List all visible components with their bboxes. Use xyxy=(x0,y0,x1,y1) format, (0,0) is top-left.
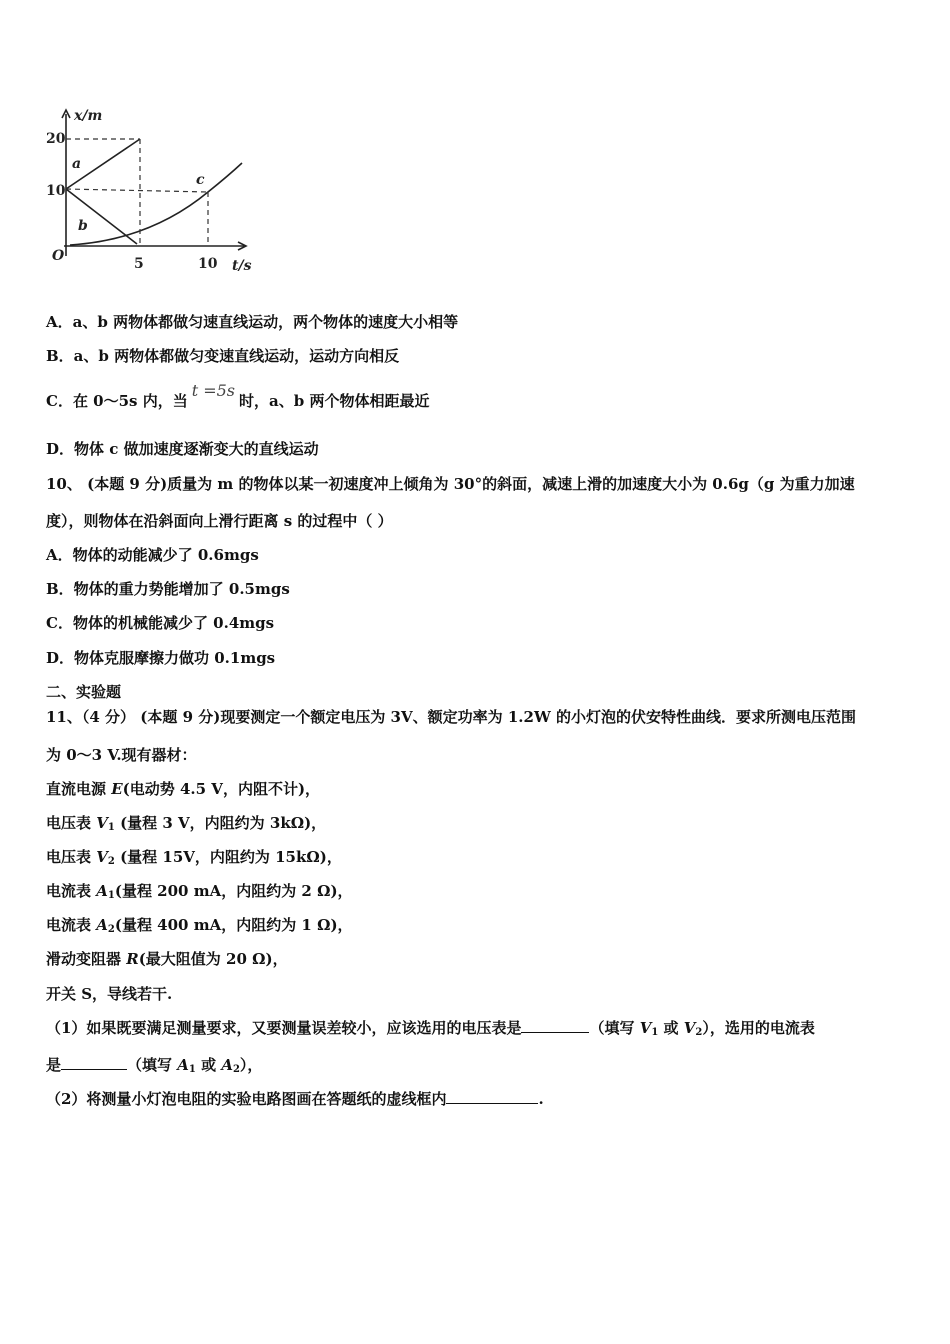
equip-label: 滑动变阻器 xyxy=(46,950,127,968)
equip-rheostat xyxy=(46,948,288,969)
x-tick-5: 5 xyxy=(134,256,144,272)
q9-option-d: D．物体 c 做加速度逐渐变大的直线运动 xyxy=(46,440,319,458)
symbol-a: A xyxy=(96,882,108,900)
equip-ammeter-a1 xyxy=(46,880,353,901)
part1-text: ），选用的电流表 xyxy=(702,1019,815,1037)
subscript: 2 xyxy=(232,1064,240,1075)
q10-stem-line1: 10、 (本题 9 分)质量为 m 的物体以某一初速度冲上倾角为 30°的斜面，减速上滑的加速度大小为 0.6g（g 为重力加速 xyxy=(46,475,855,493)
part1-text: （1）如果既要满足测量要求，又要测量误差较小，应该选用的电压表是 xyxy=(46,1019,522,1037)
part2-text: （2）将测量小灯泡电阻的实验电路图画在答题纸的虚线框内 xyxy=(46,1090,447,1108)
equip-spec: (电动势 4.5 V，内阻不计)， xyxy=(122,780,321,798)
equip-spec: (量程 3 V，内阻约为 3kΩ)， xyxy=(114,814,327,832)
part1-text: 或 xyxy=(658,1019,684,1037)
equip-voltmeter-v2 xyxy=(46,846,342,867)
equip-ammeter-a2 xyxy=(46,914,353,935)
equip-label: 直流电源 xyxy=(46,780,112,798)
part1-text: 或 xyxy=(195,1056,222,1074)
symbol-a: A xyxy=(221,1056,233,1074)
x-tick-10: 10 xyxy=(198,256,218,272)
answer-blank-ammeter[interactable] xyxy=(61,1057,127,1070)
q9-option-c xyxy=(46,381,430,411)
equip-label: 电压表 xyxy=(46,848,97,866)
equip-spec: (最大阻值为 20 Ω)， xyxy=(138,950,288,968)
subscript: 1 xyxy=(107,890,115,901)
label-c: c xyxy=(196,172,205,188)
q11-part1-line2 xyxy=(46,1054,262,1075)
subscript: 2 xyxy=(107,924,115,935)
x-axis-label: t/s xyxy=(232,258,252,274)
formula-t-5s: t =5s xyxy=(191,381,236,400)
label-a: a xyxy=(72,156,82,172)
subscript: 2 xyxy=(695,1027,703,1038)
q11-stem-line2: 为 0～3 V.现有器材： xyxy=(46,746,197,764)
symbol-a: A xyxy=(96,916,108,934)
equip-label: 电压表 xyxy=(46,814,97,832)
q11-part2 xyxy=(46,1088,544,1109)
symbol-e: E xyxy=(111,780,123,798)
symbol-a: A xyxy=(177,1056,189,1074)
origin-label: O xyxy=(52,248,65,264)
symbol-v: V xyxy=(639,1019,652,1037)
x-t-graph xyxy=(40,108,260,278)
q9-option-c-suffix: 时，a、b 两个物体相距最近 xyxy=(239,392,430,410)
equip-spec: (量程 15V，内阻约为 15kΩ)， xyxy=(114,848,342,866)
q10-option-b: B．物体的重力势能增加了 0.5mgs xyxy=(46,580,290,598)
subscript: 1 xyxy=(188,1064,196,1075)
equip-spec: (量程 400 mA，内阻约为 1 Ω)， xyxy=(114,916,353,934)
symbol-r: R xyxy=(126,950,139,968)
y-tick-20: 20 xyxy=(46,131,66,147)
section-heading: 二、实验题 xyxy=(46,683,122,701)
part1-text: ）， xyxy=(239,1056,263,1074)
dash-10 xyxy=(66,189,208,192)
equip-label: 电流表 xyxy=(46,882,97,900)
q10-option-a: A．物体的动能减少了 0.6mgs xyxy=(46,546,259,564)
equip-voltmeter-v1 xyxy=(46,812,326,833)
curve-c xyxy=(70,163,242,245)
equip-spec: (量程 200 mA，内阻约为 2 Ω)， xyxy=(114,882,353,900)
q9-option-c-prefix: C．在 0～5s 内，当 xyxy=(46,392,188,410)
equip-label: 电流表 xyxy=(46,916,97,934)
symbol-v: V xyxy=(683,1019,696,1037)
q10-stem-line2: 度），则物体在沿斜面向上滑行距离 s 的过程中（ ） xyxy=(46,512,393,530)
subscript: 1 xyxy=(107,822,115,833)
subscript: 1 xyxy=(651,1027,659,1038)
symbol-v: V xyxy=(96,814,108,832)
part2-text: . xyxy=(538,1090,544,1108)
q10-option-d: D．物体克服摩擦力做功 0.1mgs xyxy=(46,649,276,667)
equip-switch: 开关 S，导线若干. xyxy=(46,985,173,1003)
q9-option-b: B．a、b 两物体都做匀变速直线运动，运动方向相反 xyxy=(46,347,400,365)
answer-blank-circuit[interactable] xyxy=(446,1091,538,1104)
y-axis-label: x/m xyxy=(74,108,103,124)
y-tick-10: 10 xyxy=(46,183,66,199)
q11-part1-line1 xyxy=(46,1017,815,1038)
q9-option-a: A．a、b 两物体都做匀速直线运动，两个物体的速度大小相等 xyxy=(46,313,459,331)
part1-text: （填写 xyxy=(589,1019,640,1037)
q10-option-c: C．物体的机械能减少了 0.4mgs xyxy=(46,614,275,632)
part1-text: （填写 xyxy=(127,1056,178,1074)
label-b: b xyxy=(78,218,88,234)
answer-blank-voltmeter[interactable] xyxy=(521,1020,589,1033)
symbol-v: V xyxy=(96,848,108,866)
subscript: 2 xyxy=(107,856,115,867)
part1-text: 是 xyxy=(46,1056,62,1074)
q11-stem-line1: 11、（4 分） (本题 9 分)现要测定一个额定电压为 3V、额定功率为 1.2W 的小灯泡的伏安特性曲线．要求所测电压范围 xyxy=(46,708,857,726)
equip-power-source xyxy=(46,778,320,799)
